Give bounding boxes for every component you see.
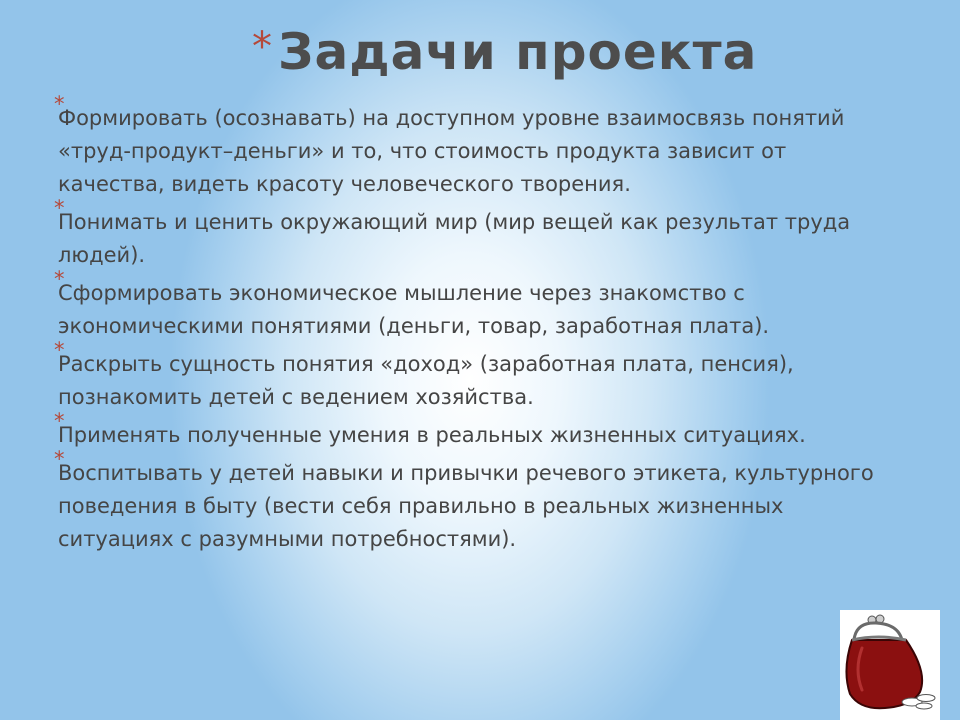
list-item — [54, 267, 898, 343]
list-item — [54, 92, 898, 201]
asterisk-icon: * — [54, 409, 65, 433]
list-item-text: Применять полученные умения в реальных жизненных ситуациях. — [58, 423, 806, 447]
coin-purse-image — [840, 610, 940, 720]
list-item-text: Раскрыть сущность понятия «доход» (заработная плата, пенсия), познакомить детей с ведением хозяйства. — [58, 352, 794, 409]
list-item-text: Понимать и ценить окружающий мир (мир вещей как результат труда людей). — [58, 210, 851, 267]
list-item — [54, 196, 898, 272]
asterisk-icon: * — [252, 24, 272, 70]
list-item — [54, 338, 898, 414]
asterisk-icon: * — [54, 267, 65, 291]
list-item — [54, 447, 898, 556]
list-item-text: Сформировать экономическое мышление через знакомство с экономическими понятиями (деньги, товар, заработная плата). — [58, 281, 770, 338]
bullet-list — [54, 92, 898, 561]
asterisk-icon: * — [54, 92, 65, 116]
asterisk-icon: * — [54, 447, 65, 471]
asterisk-icon: * — [54, 338, 65, 362]
coin-purse-icon — [840, 610, 940, 720]
title-row — [252, 14, 757, 90]
slide-title: Задачи проекта — [278, 23, 758, 81]
list-item-text: Формировать (осознавать) на доступном уровне взаимосвязь понятий «труд-продукт–деньги» и то, что стоимость продукта зависит от качества, видеть красоту человеческого творения. — [58, 106, 845, 196]
list-item — [54, 409, 898, 452]
list-item-text: Воспитывать у детей навыки и привычки речевого этикета, культурного поведения в быту (вести себя правильно в реальных жизненных ситуациях с разумными потребностями). — [58, 461, 874, 551]
asterisk-icon: * — [54, 196, 65, 220]
